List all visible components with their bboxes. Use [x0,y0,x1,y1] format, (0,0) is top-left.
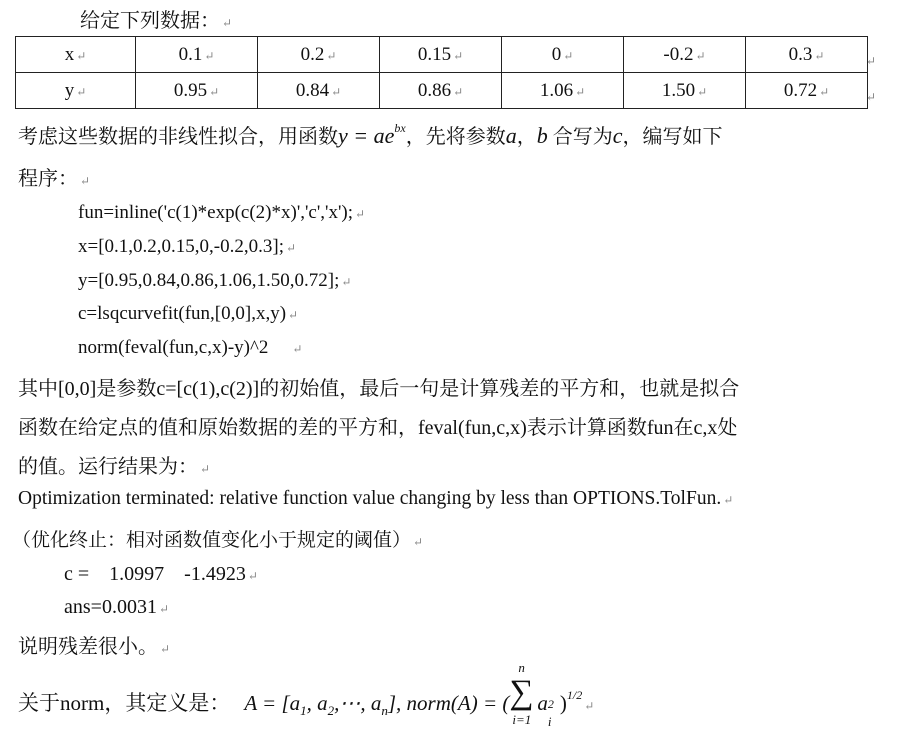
heading: 给定下列数据： ↵ [80,10,233,32]
data-table [15,36,868,109]
row-label: y ↵ [16,73,136,109]
explanation-line: 的值。运行结果为： ↵ [18,456,211,478]
table-cell: 0 ↵ [502,37,624,73]
result-c: c = 1.0997 -1.4923 ↵ [64,563,258,585]
table-cell: 1.50 ↵ [624,73,746,109]
table-cell: 0.15 ↵ [380,37,502,73]
table-cell: 0.1 ↵ [136,37,258,73]
table-row-y [16,73,868,109]
result-ans: ans=0.0031 ↵ [64,596,170,618]
conclusion: 说明残差很小。 ↵ [18,636,171,658]
row-end-mark: ↵ [866,90,877,104]
explanation-line: 其中[0,0]是参数c=[c(1),c(2)]的初始值，最后一句是计算残差的平方和，也就是拟合 [18,378,740,400]
code-line: x=[0.1,0.2,0.15,0,-0.2,0.3]; ↵ [78,236,297,257]
row-label: x ↵ [16,37,136,73]
intro-line: 考虑这些数据的非线性拟合，用函数$y = ae^{bx}$，先将参数a，b 合写为c，编写如下 [18,121,723,148]
optimization-message: Optimization terminated: relative function value changing by less than OPTIONS.TolFun. ↵ [18,488,734,509]
explanation-line: 函数在给定点的值和原始数据的差的平方和，feval(fun,c,x)表示计算函数fun在c,x处 [18,417,738,439]
optimization-translation: （优化终止：相对函数值变化小于规定的阈值） ↵ [12,530,424,551]
norm-definition: 关于norm，其定义是： $A = [a_1$, $a_2,\cdots$, $a_n$], norm(A) = ( n ∑ i=1 a 2 i )$^{1/2}$↵ [18,660,595,729]
table-cell: 0.72 ↵ [746,73,868,109]
table-cell: 0.84 ↵ [258,73,380,109]
table-cell: 0.2 ↵ [258,37,380,73]
summation-symbol: n ∑ i=1 [509,660,534,727]
table-cell: 0.86 ↵ [380,73,502,109]
table-cell: -0.2 ↵ [624,37,746,73]
table-cell: 0.95 ↵ [136,73,258,109]
code-line: norm(feval(fun,c,x)-y)^2 ↵ [78,337,303,358]
table-cell: 1.06 ↵ [502,73,624,109]
row-end-mark: ↵ [866,54,877,68]
table-row-x [16,37,868,73]
code-line: c=lsqcurvefit(fun,[0,0],x,y) ↵ [78,303,299,324]
code-line: fun=inline('c(1)*exp(c(2)*x)','c','x'); ↵ [78,202,366,223]
table-cell: 0.3 ↵ [746,37,868,73]
intro-line-2: 程序： ↵ [18,168,91,190]
code-line: y=[0.95,0.84,0.86,1.06,1.50,0.72]; ↵ [78,270,352,291]
